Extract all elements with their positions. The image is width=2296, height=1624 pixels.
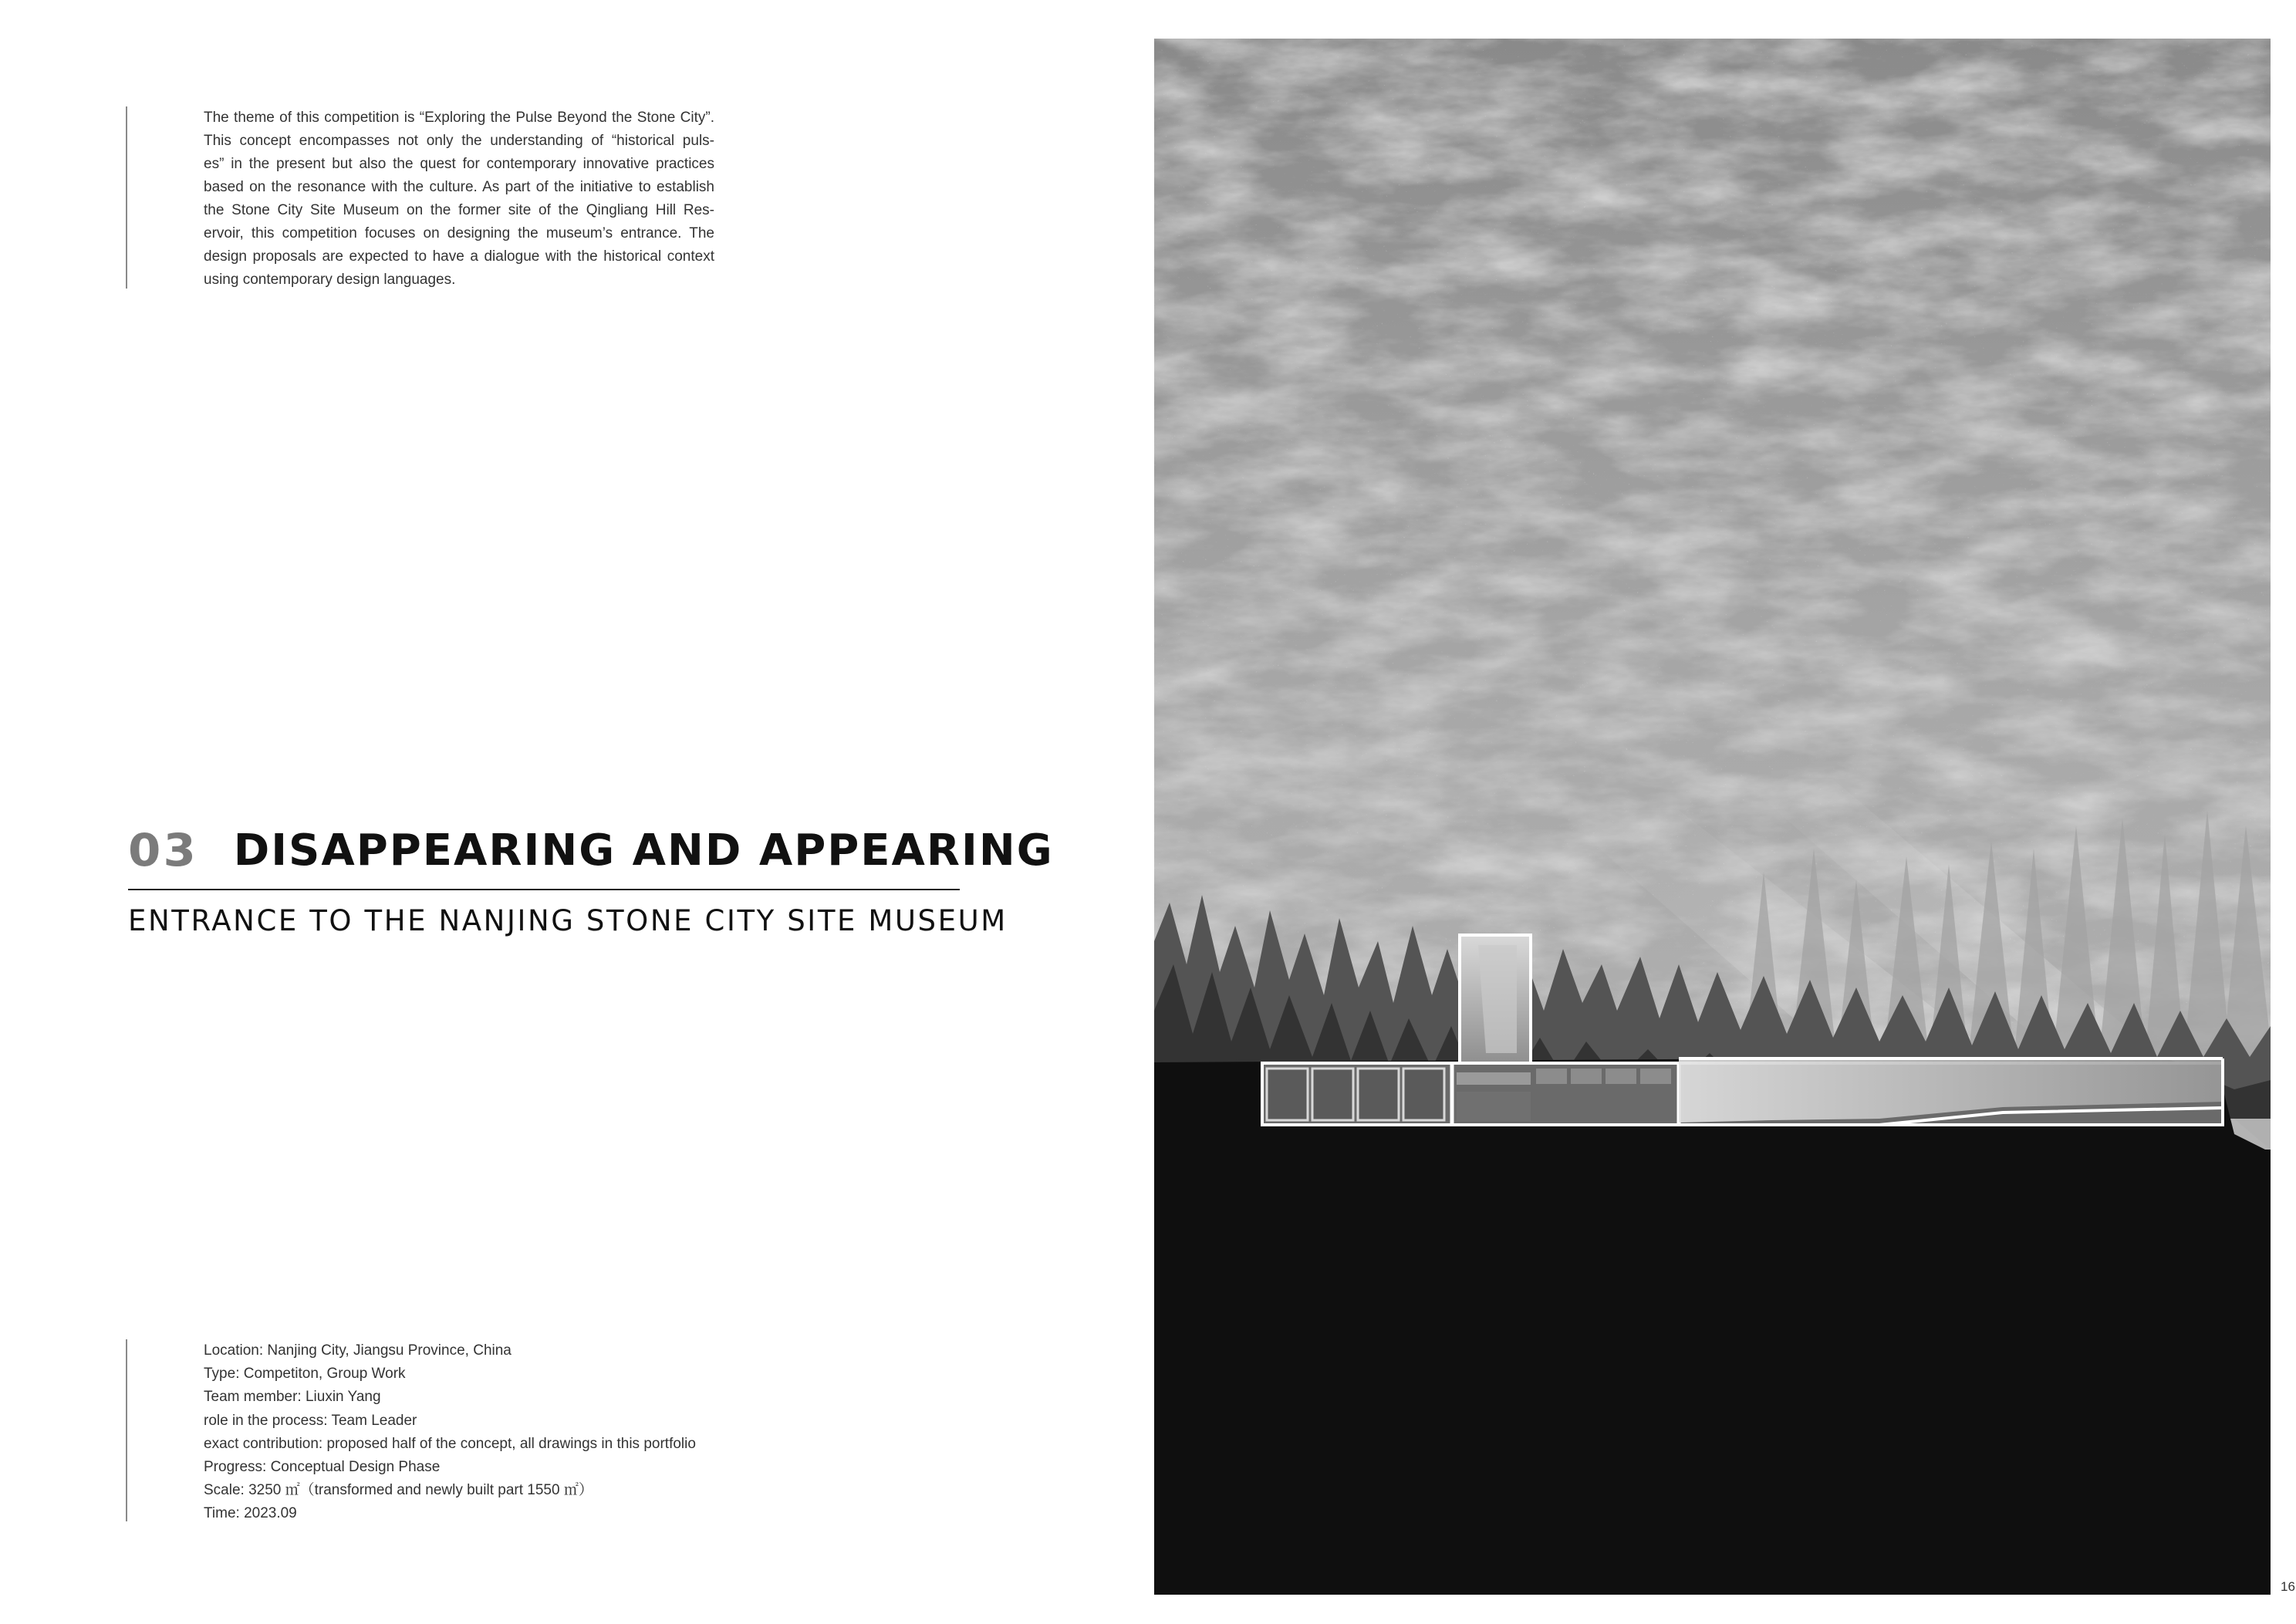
- section-drawing: [1154, 39, 2271, 1595]
- page-number: 16: [2281, 1579, 2295, 1594]
- intro-accent-line: [126, 106, 127, 289]
- info-contribution: exact contribution: proposed half of the concept, all drawings in this portfolio: [204, 1435, 696, 1452]
- meta-accent-line: [126, 1339, 127, 1521]
- project-number: 03: [128, 824, 199, 876]
- intro-line: the Stone City Site Museum on the former site of the Qingliang Hill Res-: [204, 202, 714, 218]
- info-scale: Scale: 3250 ㎡（transformed and newly built part 1550 ㎡）: [204, 1482, 593, 1499]
- info-team: Team member: Liuxin Yang: [204, 1389, 381, 1406]
- project-subtitle: ENTRANCE TO THE NANJING STONE CITY SITE MUSEUM: [128, 904, 1008, 937]
- project-info: [204, 1339, 744, 1526]
- project-title-text: DISAPPEARING AND APPEARING: [233, 825, 1054, 876]
- intro-line: ervoir, this competition focuses on designing the museum’s entrance. The: [204, 225, 714, 241]
- project-title: [128, 821, 1054, 880]
- info-time: Time: 2023.09: [204, 1505, 297, 1522]
- intro-line: using contemporary design languages.: [204, 272, 456, 288]
- intro-line: based on the resonance with the culture. As part of the initiative to establish: [204, 179, 714, 195]
- intro-line: es” in the present but also the quest for contemporary innovative practices: [204, 156, 714, 172]
- intro-line: design proposals are expected to have a dialogue with the historical context: [204, 248, 714, 265]
- intro-line: The theme of this competition is “Exploring the Pulse Beyond the Stone City”.: [204, 110, 714, 126]
- info-role: role in the process: Team Leader: [204, 1412, 417, 1429]
- info-type: Type: Competiton, Group Work: [204, 1366, 406, 1383]
- title-divider: [128, 889, 960, 890]
- ground: [1154, 1057, 2271, 1595]
- intro-paragraph: [204, 106, 714, 292]
- info-progress: Progress: Conceptual Design Phase: [204, 1459, 441, 1476]
- info-location: Location: Nanjing City, Jiangsu Province, China: [204, 1342, 512, 1359]
- section-render-image: [1154, 39, 2271, 1595]
- intro-line: This concept encompasses not only the understanding of “historical puls-: [204, 133, 714, 149]
